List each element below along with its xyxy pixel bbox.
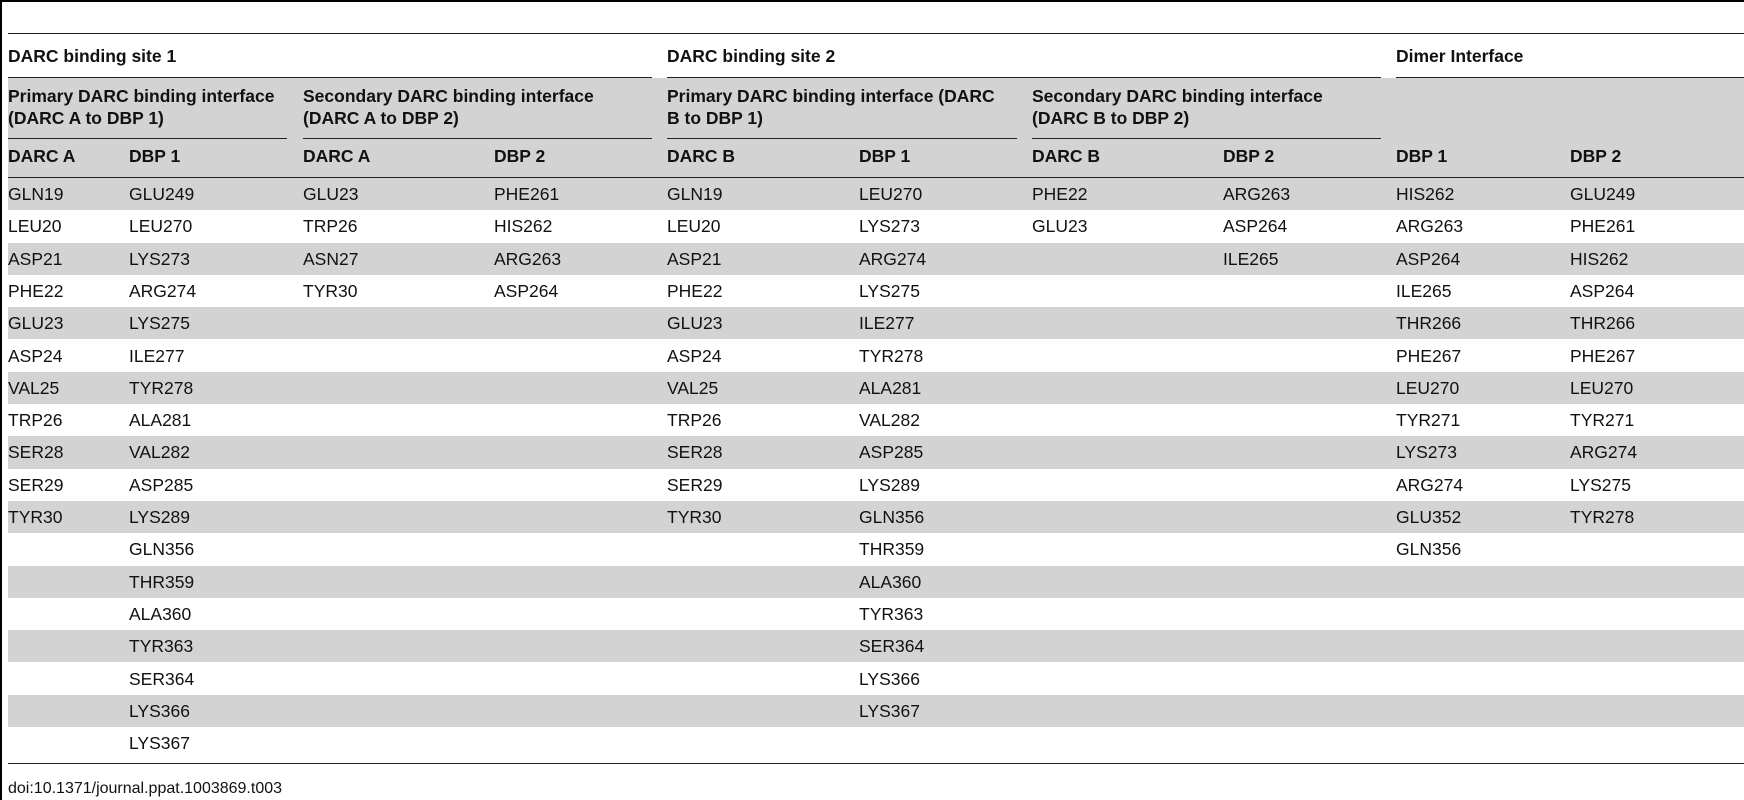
table-cell: VAL25	[8, 377, 60, 398]
table-cell: LYS367	[129, 733, 190, 754]
table-cell: ARG274	[859, 248, 927, 269]
header-top-rule	[8, 33, 1744, 34]
s1-primary-rule	[8, 138, 287, 139]
table-cell: LYS273	[1396, 442, 1457, 463]
table-cell: LYS275	[1570, 474, 1631, 495]
table-cell: ILE277	[859, 313, 915, 334]
subgroup-s1-primary-line2: (DARC A to DBP 1)	[8, 108, 164, 128]
table-cell: GLU352	[1396, 507, 1462, 527]
table-cell: ASP24	[8, 345, 63, 366]
table-cell: ASP21	[667, 248, 722, 269]
table-cell: PHE22	[8, 280, 64, 301]
doi-footer: doi:10.1371/journal.ppat.1003869.t003	[8, 780, 283, 797]
table-cell: ARG263	[1396, 216, 1464, 237]
table-cell: ASP264	[1570, 280, 1635, 301]
subgroup-s2-primary-line1: Primary DARC binding interface (DARC	[667, 86, 995, 106]
table-cell: THR359	[859, 539, 925, 560]
table-cell: ASP21	[8, 248, 63, 269]
table-cell: GLU249	[129, 184, 195, 204]
subgroup-s2-secondary-line1: Secondary DARC binding interface	[1032, 86, 1323, 106]
table-cell: PHE261	[494, 184, 560, 204]
subgroup-s1-secondary-line1: Secondary DARC binding interface	[303, 86, 594, 106]
subgroup-s2-primary-line2: B to DBP 1)	[667, 108, 763, 128]
table-cell: VAL25	[667, 377, 719, 398]
table-cell: SER29	[8, 474, 64, 495]
table-cell: ALA281	[129, 410, 192, 431]
table-cell: TYR278	[129, 377, 194, 398]
table-cell: HIS262	[1570, 248, 1629, 269]
table-cell: ARG274	[1396, 474, 1464, 495]
col-header-dbp2-3: DBP 2	[1570, 146, 1622, 166]
table-cell: HIS262	[1396, 184, 1455, 204]
col-header-dbp2-1: DBP 2	[494, 146, 546, 166]
table-cell: GLU23	[303, 184, 359, 204]
table-cell: LYS289	[859, 474, 920, 495]
col-header-darc-b-1: DARC B	[667, 146, 736, 166]
table-cell: LEU20	[8, 216, 62, 237]
subgroup-s2-secondary-line2: (DARC B to DBP 2)	[1032, 108, 1190, 128]
table-cell: GLN356	[129, 539, 195, 560]
s2-secondary-rule	[1032, 138, 1381, 139]
table-cell: HIS262	[494, 216, 553, 237]
table-cell: ILE265	[1223, 248, 1279, 269]
table-cell: GLN356	[1396, 539, 1462, 560]
table-bottom-rule	[8, 763, 1744, 764]
table-cell: SER29	[667, 474, 723, 495]
left-border	[0, 0, 2, 800]
table-cell: TYR30	[667, 507, 722, 527]
table-cell: GLU249	[1570, 184, 1636, 204]
table-cell: ALA360	[859, 571, 922, 592]
table-cell: LEU270	[1570, 377, 1634, 398]
table-cell: ASP24	[667, 345, 722, 366]
table-cell: GLU23	[667, 313, 723, 334]
table-cell: ARG263	[494, 248, 562, 269]
table-cell: ASP264	[1223, 216, 1288, 237]
table-cell: LEU20	[667, 216, 721, 237]
table-cell: ALA281	[859, 377, 922, 398]
table-cell: PHE22	[1032, 184, 1088, 204]
col-header-darc-a-2: DARC A	[303, 146, 371, 166]
col-header-dbp2-2: DBP 2	[1223, 146, 1275, 166]
table-cell: LYS275	[129, 313, 190, 334]
table-cell: ILE265	[1396, 280, 1452, 301]
subgroup-s1-secondary-line2: (DARC A to DBP 2)	[303, 108, 459, 128]
table-cell: GLN19	[667, 184, 723, 204]
table-cell: GLU23	[1032, 216, 1088, 237]
table-cell: SER364	[129, 668, 195, 689]
table-cell: GLN19	[8, 184, 64, 204]
table-cell: PHE261	[1570, 216, 1636, 237]
table-cell: TYR363	[859, 603, 924, 624]
table-cell: TYR30	[303, 280, 358, 301]
table-cell: TYR363	[129, 636, 194, 657]
table-cell: TRP26	[303, 216, 358, 237]
table-cell: LYS367	[859, 700, 920, 721]
col-header-darc-b-2: DARC B	[1032, 146, 1101, 166]
col-header-dbp1-2: DBP 1	[859, 146, 911, 166]
table-cell: ARG274	[129, 280, 197, 301]
table-cell: ASP264	[494, 280, 559, 301]
table-cell: VAL282	[129, 442, 190, 463]
table-cell: LYS366	[859, 668, 920, 689]
table-cell: ALA360	[129, 603, 192, 624]
group-header-site2: DARC binding site 2	[667, 46, 836, 66]
table-cell: LYS273	[129, 248, 190, 269]
table-cell: TYR30	[8, 507, 63, 527]
table-cell: LYS275	[859, 280, 920, 301]
group-header-site1: DARC binding site 1	[8, 46, 177, 66]
table-cell: LYS273	[859, 216, 920, 237]
col-header-dbp1-3: DBP 1	[1396, 146, 1448, 166]
table-cell: ILE277	[129, 345, 185, 366]
group-header-dimer: Dimer Interface	[1396, 46, 1524, 66]
table-cell: THR266	[1570, 313, 1636, 334]
s2-primary-rule	[667, 138, 1017, 139]
col-header-darc-a-1: DARC A	[8, 146, 76, 166]
table-cell: VAL282	[859, 410, 920, 431]
table-cell: THR266	[1396, 313, 1462, 334]
s1-secondary-rule	[303, 138, 652, 139]
table-cell: ARG274	[1570, 442, 1638, 463]
table-cell: SER364	[859, 636, 925, 657]
table-cell: SER28	[8, 442, 64, 463]
table-cell: ARG263	[1223, 184, 1291, 204]
table-cell: PHE22	[667, 280, 723, 301]
table-cell: LYS366	[129, 700, 190, 721]
table-cell: TYR278	[1570, 507, 1635, 527]
table-cell: LEU270	[859, 184, 923, 204]
top-border	[0, 0, 1744, 2]
table-cell: ASP264	[1396, 248, 1461, 269]
table-cell: SER28	[667, 442, 723, 463]
col-header-dbp1-1: DBP 1	[129, 146, 181, 166]
table-cell: TYR271	[1570, 410, 1635, 431]
table-cell: TYR278	[859, 345, 924, 366]
table-cell: TYR271	[1396, 410, 1461, 431]
table-cell: ASP285	[859, 442, 924, 463]
subgroup-s1-primary-line1: Primary DARC binding interface	[8, 86, 275, 106]
table-cell: ASN27	[303, 248, 359, 269]
table-cell: THR359	[129, 571, 195, 592]
table-cell: PHE267	[1570, 345, 1636, 366]
table-cell: LEU270	[129, 216, 193, 237]
table-cell: TRP26	[8, 410, 63, 431]
table-cell: LYS289	[129, 507, 190, 527]
table-cell: LEU270	[1396, 377, 1460, 398]
table-cell: TRP26	[667, 410, 722, 431]
table-cell: GLU23	[8, 313, 64, 334]
table-cell: GLN356	[859, 507, 925, 527]
table-cell: PHE267	[1396, 345, 1462, 366]
table-cell: ASP285	[129, 474, 194, 495]
